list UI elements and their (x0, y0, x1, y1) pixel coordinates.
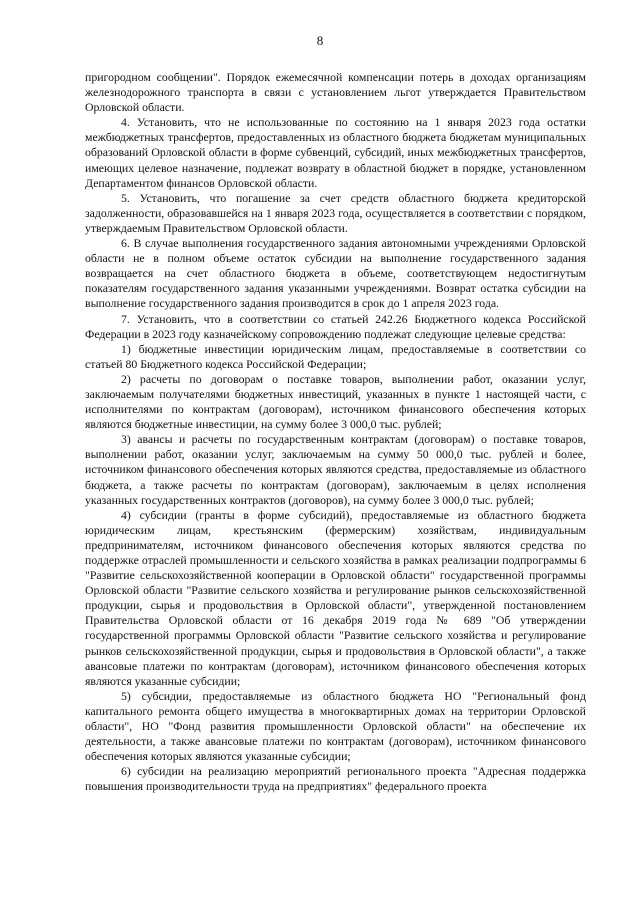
document-body (85, 70, 586, 795)
page-number: 8 (316, 33, 324, 48)
subitem-4: 4) субсидии (гранты в форме субсидий), предоставляемые из областного бюджета юридическим лицам, крестьянским (фермерским) хозяйствам, индивидуальным предпринимателям, источником финансового обеспечения которых являются средства по поддержке отраслей промышленности и сельского хозяйства в рамках реализации подпрограммы 6 "Развитие сельскохозяйственной кооперации в Орловской области" государственной программы Орловской области "Развитие сельского хозяйства и регулирование рынков сельскохозяйственной продукции, сырья и продовольствия в Орловской области", утвержденной постановлением Правительства Орловской области от 16 декабря 2019 года № 689 "Об утверждении государственной программы Орловской области "Развитие сельского хозяйства и регулирование рынков сельскохозяйственной продукции, сырья и продовольствия в Орловской области", а также авансовые платежи по контрактам (договорам), источником финансового обеспечения которых являются указанные субсидии; (85, 507, 586, 688)
paragraph-item-7: 7. Установить, что в соответствии со статьей 242.26 Бюджетного кодекса Российской Федерации в 2023 году казначейскому сопровождению подлежат следующие целевые средства: (85, 311, 586, 341)
paragraph-item-6: 6. В случае выполнения государственного задания автономными учреждениями Орловской области не в полном объеме остаток субсидии на выполнение государственного задания возвращается на счет областного бюджета в объеме, соответствующем недостигнутым показателям государственного задания указанными учреждениями. Возврат остатка субсидии на выполнение государственного задания производится в срок до 1 апреля 2023 года. (85, 236, 586, 311)
subitem-5: 5) субсидии, предоставляемые из областного бюджета НО "Региональный фонд капитального ремонта общего имущества в многоквартирных домах на территории Орловской области", НО "Фонд развития промышленности Орловской области" на обеспечение их деятельности, а также авансовые платежи по контрактам (договорам), источником финансового обеспечения которых являются указанные субсидии; (85, 688, 586, 764)
subitem-6: 6) субсидии на реализацию мероприятий регионального проекта "Адресная поддержка повышения производительности труда на предприятиях" федерального проекта (85, 764, 586, 794)
paragraph-item-4: 4. Установить, что не использованные по состоянию на 1 января 2023 года остатки межбюджетных трансфертов, предоставленных из областного бюджета бюджетам муниципальных образований Орловской области в форме субвенций, субсидий, иных межбюджетных трансфертов, имеющих целевое назначение, подлежат возврату в областной бюджет в порядке, установленном Департаментом финансов Орловской области. (85, 115, 586, 190)
paragraph-continuation: пригородном сообщении". Порядок ежемесячной компенсации потерь в доходах организациям железнодорожного транспорта в связи с установлением льгот утверждается Правительством Орловской области. (85, 70, 586, 115)
subitem-1: 1) бюджетные инвестиции юридическим лицам, предоставляемые в соответствии со статьей 80 Бюджетного кодекса Российской Федерации; (85, 341, 586, 371)
subitem-3: 3) авансы и расчеты по государственным контрактам (договорам) о поставке товаров, выполнении работ, оказании услуг, заключаемым на сумму 50 000,0 тыс. рублей и более, источником финансового обеспечения которых являются средства, предоставляемые из областного бюджета, а также расчеты по контрактам (договорам), заключаемым в целях исполнения указанных государственных контрактов (договоров), на сумму более 3 000,0 тыс. рублей; (85, 432, 586, 507)
subitem-2: 2) расчеты по договорам о поставке товаров, выполнении работ, оказании услуг, заключаемым получателями бюджетных инвестиций, указанных в пункте 1 настоящей части, с исполнителями по контрактам (договорам), источником финансового обеспечения которых являются бюджетные инвестиции, на сумму более 3 000,0 тыс. рублей; (85, 371, 586, 432)
paragraph-item-5: 5. Установить, что погашение за счет средств областного бюджета кредиторской задолженности, образовавшейся на 1 января 2023 года, осуществляется в соответствии с порядком, утверждаемым Правительством Орловской области. (85, 190, 586, 235)
